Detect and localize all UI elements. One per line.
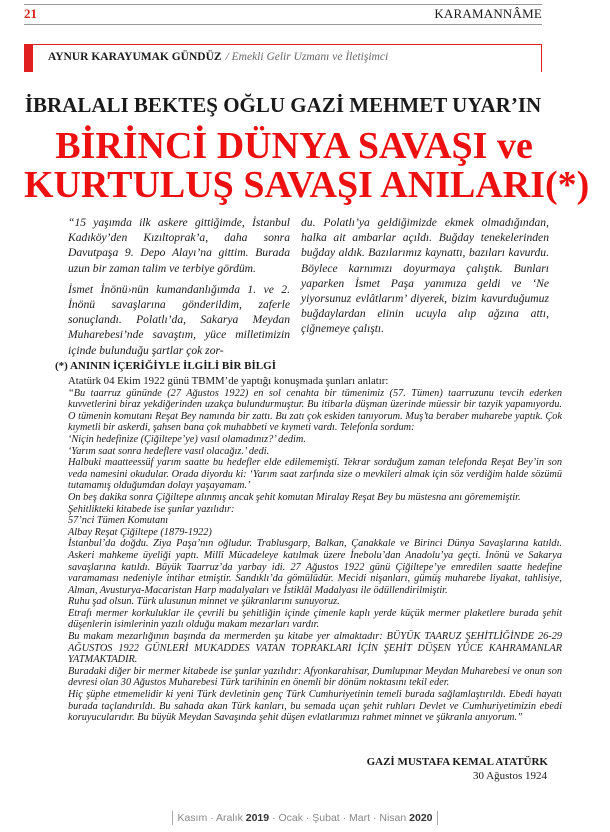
- title-line-3: KURTULUŞ SAVAŞI ANILARI(*): [24, 164, 590, 206]
- note-paragraph: Etrafı mermer korkuluklar ile çevrili bu şehitliğin içinde çimenle kaplı yerde küçük mermer plaketlere burada şehit düşenlerin isimlerinin yazılı olduğu makam mezarları vardır.: [68, 607, 562, 631]
- signature: GAZİ MUSTAFA KEMAL ATATÜRK: [366, 756, 548, 768]
- intro-paragraph: İsmet İnönü›nün kumandanlığımda 1. ve 2. İnönü savaşlarına gönderildim, zaferle sonuçlandı. Polatlı’da, Sakarya Meydan Muharebesi’nde savaştım, yüce milletimizin içinde bulunduğu şartlar çok zor-: [68, 282, 290, 357]
- note-paragraph: “Bu taarruz gününde (27 Ağustos 1922) en sol cenahta bir tümenimiz (57. Tümen) taarruzunu tevcih ederken kuvvetlerini biraz yekdiğerinden uzakça bulundurmuştur. Bu itibarla düşman üzerinde müessir bir tazyik yapamıyordu. O tümenin komutanı Reşat Bey namında bir zattı. Bu zatı çok eskiden tanıyorum. Muş’ta beraber muharebe yaptık. Çok kıymetli bir askerdi, şahsen bana çok muhabbeti ve kıymeti vardı. Telefonla sordum:: [68, 387, 562, 434]
- note-paragraph: ‘Niçin hedefinize (Çiğiltepe’ye) vasıl olamadınız?’ dedim.: [68, 433, 306, 445]
- note-paragraph: Ruhu şad olsun. Türk ulusunun minnet ve şükranlarını sunuyoruz.: [68, 596, 340, 608]
- author-box: [24, 44, 542, 72]
- author-role: / Emekli Gelir Uzmanı ve İletişimci: [225, 51, 389, 63]
- note-paragraph: 57’nci Tümen Komutanı: [68, 515, 169, 527]
- magazine-name: KARAMANNÂME: [434, 6, 542, 21]
- note-paragraph: Albay Reşat Çiğiltepe (1879-1922): [68, 526, 212, 538]
- intro-left-column: [68, 215, 290, 364]
- note-paragraph: On beş dakika sonra Çiğiltepe alınmış ancak şehit komutan Miralay Reşat Bey bu müstesna anı görememiştir.: [68, 491, 521, 503]
- header-rule: [24, 24, 542, 25]
- intro-paragraph: du. Polatlı’ya geldiğimizde ekmek olmadığından, halka ait ambarlar açıldı. Buğday tenekelerinden buğday aldık. Bazılarımız kaynattı, bazıları kavurdu. Böylece karnımızı doyurmaya çalıştık. Bunları yaparken İsmet Paşa yanımıza geldi ve ‘Ne yiyorsunuz evlâtlarım’ diyerek, bizim kavurduğumuz buğdaylardan elinin ucuyla alıp ağzına attı, çiğnemeye çalıştı.: [301, 216, 549, 336]
- note-paragraph: İstanbul’da doğdu. Ziya Paşa’nın oğludur. Trablusgarp, Balkan, Çanakkale ve Birinci Dünya Savaşlarına katıldı. Askeri mahkeme üyeliği yaptı. Millî Mücadeleye katılmak üzere İnebolu’dan Anadolu’ya geçti. İnönü ve Sakarya savaşlarına katıldı. Büyük Taarruz’da yarbay idi. 27 Ağustos 1922 günü Çiğiltepe’ye emredilen saatte hedefine varamaması nedeniyle intihar etmiştir. Sandıklı’da gömülüdür. Mecidi nişanları, gümüş muharebe liyakat, tahlisiye, Alman, Avusturya-Macaristan Harp madalyaları ve İstiklâl Madalyası ile ödüllendirilmiştir.: [68, 538, 562, 596]
- title-line-1: İBRALALI BEKTEŞ OĞLU GAZİ MEHMET UYAR’IN: [24, 93, 542, 117]
- note-body: [68, 376, 562, 724]
- note-paragraph: Şehitlikteki kitabede ise şunlar yazılıdır:: [68, 503, 235, 515]
- intro-right-column: [301, 215, 549, 343]
- footer-months-1: Kasım · Aralık: [177, 812, 243, 824]
- footer-year-2: 2020: [409, 812, 433, 824]
- note-paragraph: Buradaki diğer bir mermer kitabede ise şunlar yazılıdır: Afyonkarahisar, Dumlupınar Meydan Muharebesi ve onun son devresi olan 30 Ağustos Muharebesi Türk tarihinin en önemli bir dönüm noktasını tekil eder.: [68, 665, 562, 689]
- author-name: AYNUR KARAYUMAK GÜNDÜZ: [48, 51, 222, 63]
- intro-paragraph: “15 yaşımda ilk askere gittiğimde, İstanbul Kadıköy’den Kızıltoprak’a, daha sonra Davutpaşa 9. Depo Alayı’na gittim. Burada uzun bir zaman talim ve terbiye gördüm.: [68, 216, 290, 275]
- signature-date: 30 Ağustos 1924: [473, 770, 547, 782]
- note-paragraph: ‘Yarım saat sonra hedeflere vasıl olacağız.’ dedi.: [68, 445, 270, 457]
- accent-bar: [24, 44, 33, 72]
- note-paragraph: Halbuki maatteessüf yarım saatte bu hedefler elde edilememişti. Tekrar sorduğum zaman telefonda Reşat Bey’in son veda namesini okudular. Orada diyordu ki: ‘Yarım saat zarfında size o mevkileri almak için söz verdiğim halde sözümü tutamamış olduğumdan dolayı yaşayamam.’: [68, 457, 562, 492]
- note-paragraph: Hiç şüphe etmemelidir ki yeni Türk devletinin genç Türk Cumhuriyetinin temeli burada sağlamlaştırıldı. Ebedi hayatı burada taçlandırıldı. Bu sahada akan Türk kanları, bu semada uçan şehit ruhları Devlet ve Cumhuriyetimizin ebedi koruyucularıdır. Bu büyük Meydan Savaşında şehit düşen evlatlarımızı rahmet minnet ve şükranla anıyorum.”: [68, 689, 562, 724]
- footer-months-2: · Ocak · Şubat · Mart · Nisan: [272, 812, 407, 824]
- page-number: 21: [24, 6, 37, 21]
- top-rule: [24, 4, 542, 5]
- footer-year-1: 2019: [245, 812, 270, 824]
- note-heading: (*) ANININ İÇERİĞİYLE İLGİLİ BİR BİLGİ: [55, 360, 276, 372]
- issue-footer: [0, 812, 610, 824]
- title-line-2: BİRİNCİ DÜNYA SAVAŞI ve: [55, 125, 533, 167]
- note-paragraph: Bu makam mezarlığının başında da mermerden şu kitabe yer almaktadır: BÜYÜK TAARUZ ŞEHİTLİĞİNDE 26-29 AĞUSTOS 1922 GÜNLERİ MUKADDES VATAN TOPRAKLARI İÇİN ŞEHİT DÜŞEN YÜCE KAHRAMANLAR YATMAKTADIR.: [68, 631, 562, 666]
- note-lead: Atatürk 04 Ekim 1922 günü TBMM’de yaptığı konuşmada şunları anlatır:: [68, 375, 389, 387]
